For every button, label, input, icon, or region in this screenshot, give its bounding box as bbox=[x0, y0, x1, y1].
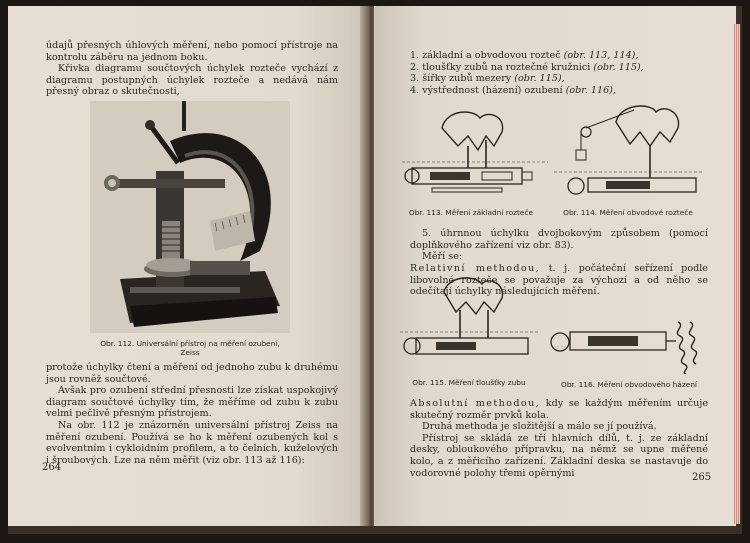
list-item: 3. šířky zubů mezery (obr. 115), bbox=[410, 73, 565, 85]
fig-115-diagram bbox=[400, 272, 540, 372]
paragraph: Přístroj se skládá ze tří hlavních dílů, t. j. ze základní desky, obloukového přípravku, na němž se upne měřené kolo, a z měřicího zařízení. Základní deska se nastavuje do vodorovné polohy třemi opěrnými bbox=[410, 432, 708, 479]
paragraph: Křivka diagramu součtových úchylek rozteče vychází z diagramu postupných úchylek rozteče a nedává nám přesný obraz o skutečnosti, bbox=[46, 63, 338, 98]
figure-caption: Obr. 116. Měření obvodového házení bbox=[561, 380, 697, 389]
figure-caption: Obr. 113. Měření základní rozteče bbox=[408, 208, 534, 217]
method-description: kdy se každým měřením určuje skutečný rozměr prvků kola. bbox=[410, 398, 708, 421]
left-top-text bbox=[46, 40, 338, 98]
page-edges bbox=[734, 24, 740, 524]
paragraph: Na obr. 112 je znázorněn universální přístroj Zeiss na měření ozubení. Používá se ho k měření ozubených kol s evolventním i cykloidním profilem, a to čelních, kuželových i šroubových. Lze na něm měřit (viz obr. 113 až 116): bbox=[46, 419, 338, 466]
fig-116-diagram bbox=[546, 318, 706, 374]
list-item: 4. výstřednost (házení) ozubení (obr. 116), bbox=[410, 84, 616, 96]
method-label: Relativní methodou, bbox=[410, 263, 541, 274]
page-number: 264 bbox=[42, 462, 62, 473]
paragraph: Druhá methoda je složitější a málo se jí používá. bbox=[422, 421, 657, 433]
left-bottom-text bbox=[46, 362, 338, 466]
instrument-photo bbox=[90, 101, 290, 333]
paragraph: Měří se: bbox=[422, 251, 463, 263]
figure-caption: Obr. 112. Universální přístroj na měření ozubení, Zeiss bbox=[100, 339, 280, 357]
left-page bbox=[8, 6, 366, 526]
method-label: Absolutní methodou, bbox=[410, 398, 541, 409]
right-page bbox=[374, 6, 736, 526]
figure-caption: Obr. 115. Měření tloušťky zubu bbox=[412, 378, 526, 387]
figure-caption: Obr. 114. Měření obvodové rozteče bbox=[563, 208, 693, 217]
instrument-illustration bbox=[90, 101, 290, 333]
paragraph: protože úchylky čtení a měření od jednoho zubu k druhému jsou rovněž součtové. bbox=[46, 362, 338, 385]
paragraph: 5. úhrnnou úchylku dvojbokovým způsobem (pomocí doplňkového zařízení viz obr. 83). bbox=[410, 228, 708, 251]
list-item: 2. tloušťky zubů na roztečné kružnici (obr. 115), bbox=[410, 61, 644, 73]
paragraph: údajů přesných úhlových měření, nebo pomocí přístroje na kontrolu záběru na jednom boku. bbox=[46, 40, 338, 63]
page-number: 265 bbox=[692, 472, 712, 483]
item-5-text bbox=[410, 228, 708, 263]
book-spread bbox=[8, 6, 742, 534]
fig-113-diagram bbox=[402, 106, 548, 206]
method-description: t. j. počáteční seřízení podle libovolné rozteče se považuje za výchozí a od něho se odečítají úchylky následujících měření. bbox=[410, 263, 708, 298]
list-item: 1. základní a obvodovou rozteč (obr. 113, 114), bbox=[410, 50, 639, 61]
absolute-method-text bbox=[410, 398, 708, 479]
measurement-list bbox=[410, 50, 644, 96]
fig-114-diagram bbox=[554, 98, 704, 206]
paragraph: Avšak pro ozubení střední přesnosti lze získat uspokojivý diagram součtové úchylky tím, že měříme od zubu k zubu velmi pečlivě přesným přístrojem. bbox=[46, 385, 338, 420]
